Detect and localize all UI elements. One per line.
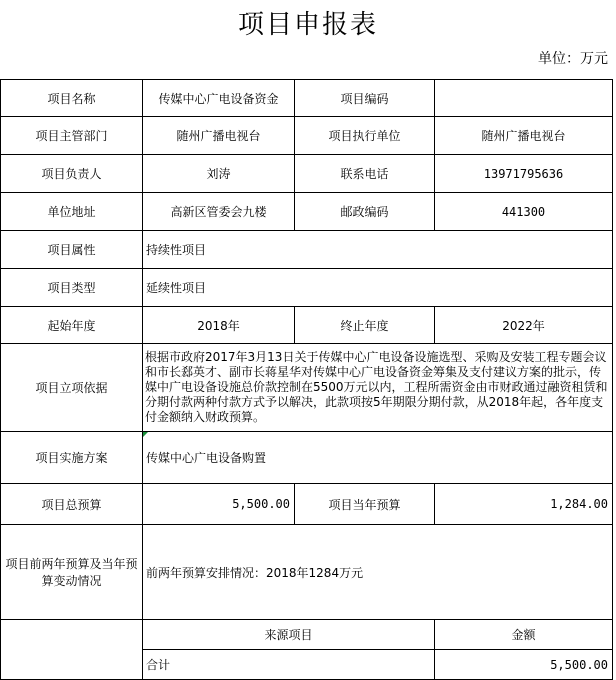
table-row (1, 620, 613, 650)
exec-label: 项目执行单位 (295, 117, 435, 155)
addr-value[interactable]: 高新区管委会九楼 (143, 193, 295, 231)
basis-label: 项目立项依据 (1, 344, 143, 432)
table-row (1, 344, 613, 432)
attr-value[interactable]: 持续性项目 (143, 231, 613, 269)
dept-value[interactable]: 随州广播电视台 (143, 117, 295, 155)
sum-label: 合计 (143, 650, 435, 680)
table-row (1, 484, 613, 525)
prev-label: 项目前两年预算及当年预算变动情况 (1, 525, 143, 620)
year-label: 项目当年预算 (295, 484, 435, 525)
zip-label: 邮政编码 (295, 193, 435, 231)
exec-value[interactable]: 随州广播电视台 (435, 117, 613, 155)
total-value[interactable]: 5,500.00 (143, 484, 295, 525)
unit-label: 单位：万元 (538, 51, 608, 67)
sum-value[interactable]: 5,500.00 (435, 650, 613, 680)
name-label: 项目名称 (1, 80, 143, 117)
attr-label: 项目属性 (1, 231, 143, 269)
code-label: 项目编码 (295, 80, 435, 117)
type-value[interactable]: 延续性项目 (143, 269, 613, 307)
plan-label: 项目实施方案 (1, 432, 143, 484)
amount-header: 金额 (435, 620, 613, 650)
page-title: 项目申报表 (237, 10, 378, 40)
year-value[interactable]: 1,284.00 (435, 484, 613, 525)
project-form-table (0, 79, 613, 680)
prev-value[interactable]: 前两年预算安排情况：2018年1284万元 (143, 525, 613, 620)
table-row (1, 307, 613, 344)
phone-label: 联系电话 (295, 155, 435, 193)
basis-value[interactable]: 根据市政府2017年3月13日关于传媒中心广电设备设施选型、采购及安装工程专题会议和市长郄英才、副市长蒋星华对传媒中心广电设备资金筹集及支付建议方案的批示，传媒中广电设备设施总价款控制在5500万元以内，工程所需资金由市财政通过融资租赁和分期付款两种付款方式予以解决，此款项按5年期限分期付款，从2018年起，各年度支付金额纳入财政预算。 (143, 344, 613, 432)
name-value[interactable]: 传媒中心广电设备资金 (143, 80, 295, 117)
start-value[interactable]: 2018年 (143, 307, 295, 344)
code-value[interactable] (435, 80, 613, 117)
dept-label: 项目主管部门 (1, 117, 143, 155)
table-row (1, 231, 613, 269)
table-row (1, 117, 613, 155)
addr-label: 单位地址 (1, 193, 143, 231)
owner-label: 项目负责人 (1, 155, 143, 193)
table-row (1, 155, 613, 193)
start-label: 起始年度 (1, 307, 143, 344)
table-row (1, 269, 613, 307)
end-label: 终止年度 (295, 307, 435, 344)
owner-value[interactable]: 刘涛 (143, 155, 295, 193)
end-value[interactable]: 2022年 (435, 307, 613, 344)
source-header: 来源项目 (143, 620, 435, 650)
table-row (1, 525, 613, 620)
type-label: 项目类型 (1, 269, 143, 307)
source-blank-cell (1, 620, 143, 680)
phone-value[interactable]: 13971795636 (435, 155, 613, 193)
table-row (1, 193, 613, 231)
table-row (1, 80, 613, 117)
zip-value[interactable]: 441300 (435, 193, 613, 231)
plan-value[interactable]: 传媒中心广电设备购置 (143, 432, 613, 484)
total-label: 项目总预算 (1, 484, 143, 525)
table-row (1, 432, 613, 484)
